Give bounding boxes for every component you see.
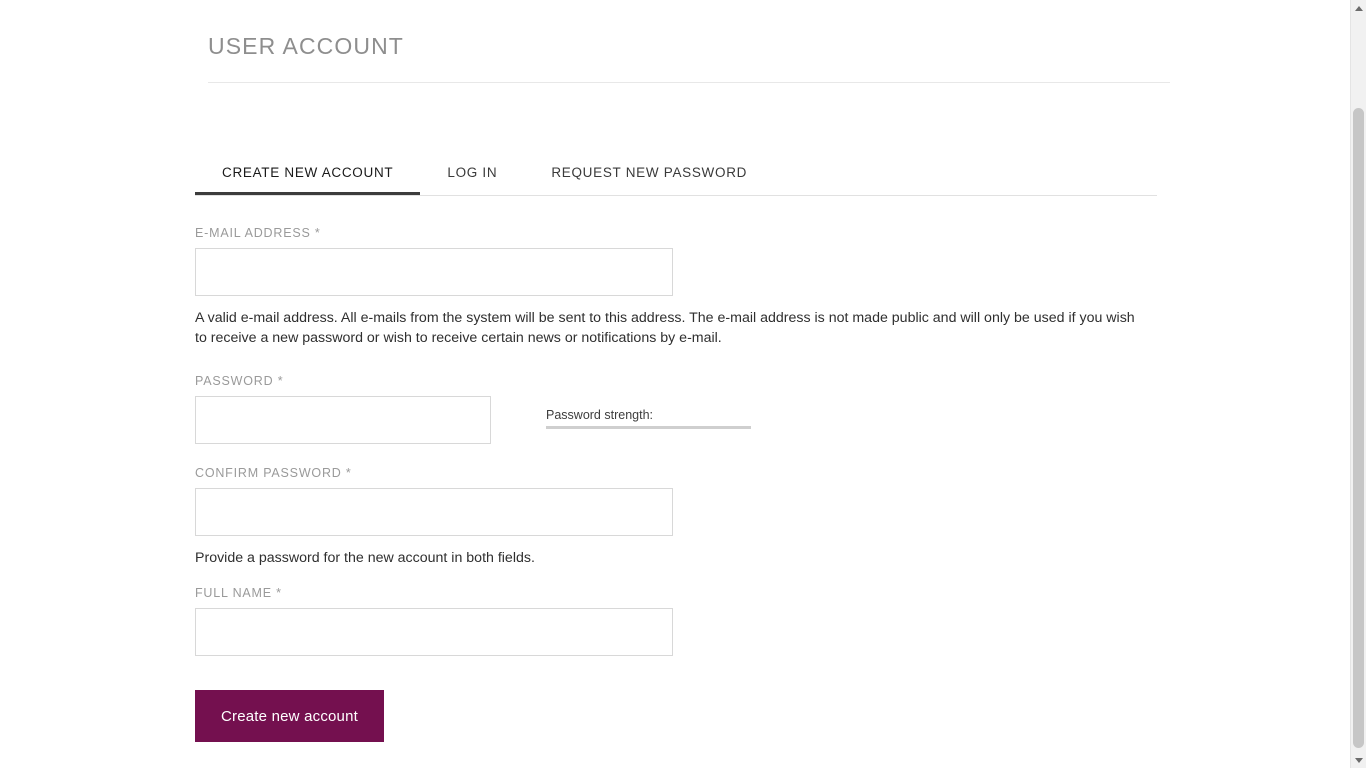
confirm-password-label-text: CONFIRM PASSWORD [195,466,342,480]
confirm-password-required-mark: * [345,466,352,480]
create-account-form [195,196,1195,742]
confirm-password-field-label [195,466,1195,480]
vertical-scrollbar[interactable] [1350,0,1366,768]
email-input[interactable] [195,248,673,296]
tab-log-in[interactable]: LOG IN [420,166,524,196]
confirm-password-help-text: Provide a password for the new account in both fields. [195,550,535,566]
password-required-mark: * [277,374,284,388]
scroll-down-button[interactable] [1351,752,1366,768]
confirm-password-input[interactable] [195,488,673,536]
scrollbar-thumb[interactable] [1353,108,1364,748]
password-label-text: PASSWORD [195,374,274,388]
password-field-label [195,374,491,388]
page-title: USER ACCOUNT [208,0,1170,83]
email-required-mark: * [314,226,321,240]
account-tabs [195,154,1157,196]
password-field [195,374,491,444]
full-name-required-mark: * [276,586,282,600]
create-new-account-button[interactable]: Create new account [195,690,384,742]
password-row [195,374,1195,444]
password-strength-bar [546,426,751,429]
email-field-label [195,226,1195,240]
triangle-down-icon [1355,758,1363,763]
email-help-text: A valid e-mail address. All e-mails from the system will be sent to this address. The e-mail address is not made public and will only be used if you wish to receive a new password or wish to receive certain news or notifications by e-mail. [195,310,1135,346]
tab-request-new-password[interactable]: REQUEST NEW PASSWORD [524,166,774,196]
scroll-up-button[interactable] [1351,0,1366,16]
triangle-up-icon [1355,6,1363,11]
full-name-label-text: FULL NAME [195,586,272,600]
password-input[interactable] [195,396,491,444]
password-strength-label: Password strength: [546,408,653,422]
full-name-input[interactable] [195,608,673,656]
email-label-text: E-MAIL ADDRESS [195,226,311,240]
password-strength-indicator [546,374,751,429]
full-name-field-label [195,586,1195,600]
tab-create-new-account[interactable]: CREATE NEW ACCOUNT [195,166,420,196]
